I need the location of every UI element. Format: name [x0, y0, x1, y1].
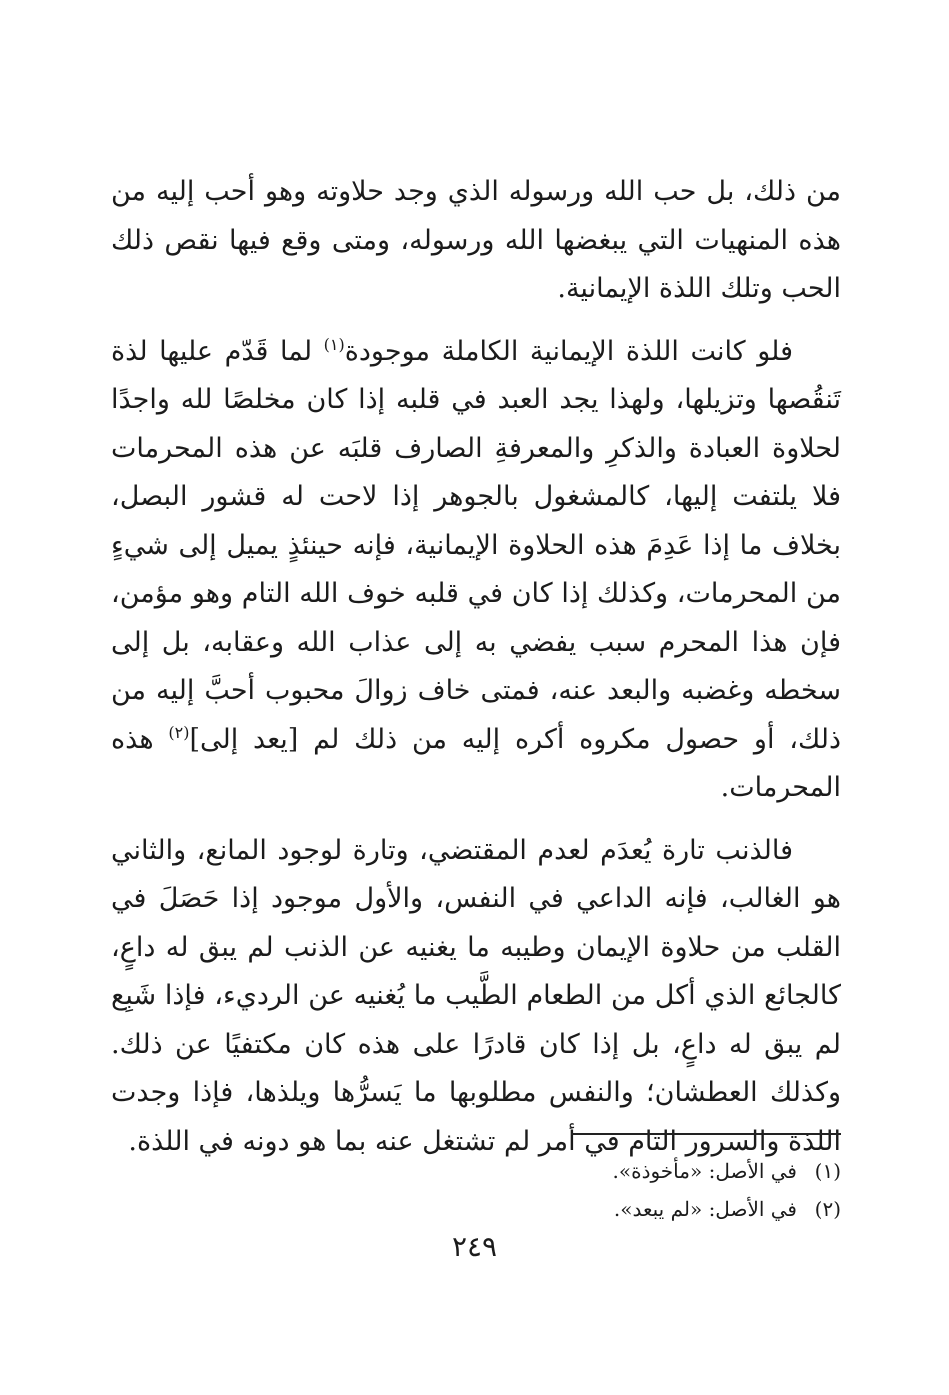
footnote-reference: (١) — [323, 334, 345, 354]
paragraph-2 — [111, 328, 841, 813]
text-segment: من ذلك، بل حب الله ورسوله الذي وجد حلاوته وهو أحب إليه من هذه المنهيات التي يبغضها الله ورسوله، ومتى وقع فيها نقص ذلك الحب وتلك اللذة الإيمانية. — [111, 176, 841, 304]
footnote-number: (٢) — [814, 1197, 841, 1221]
paragraph-1 — [111, 168, 841, 314]
page-number: ٢٤٩ — [451, 1230, 498, 1263]
footnote-1 — [111, 1152, 841, 1190]
footnote-text: في الأصل: «مأخوذة». — [612, 1159, 797, 1183]
footnote-text: في الأصل: «لم يبعد». — [613, 1197, 797, 1221]
text-segment: فلو كانت اللذة الإيمانية الكاملة موجودة — [344, 335, 793, 367]
text-segment: هذه المحرمات. — [111, 723, 841, 803]
main-text — [111, 168, 841, 1166]
text-segment: لما قَدّم عليها لذة تَنقُصها وتزيلها، ولهذا يجد العبد في قلبه إذا كان مخلصًا لله واجدًا لحلاوة العبادة والذكرِ والمعرفةِ الصارف قلبَه عن هذه المحرمات فلا يلتفت إليها، كالمشغول بالجوهر إذا لاحت له قشور البصل، بخلاف ما إذا عَدِمَ هذه الحلاوة الإيمانية، فإنه حينئذٍ يميل إلى شيءٍ من المحرمات، وكذلك إذا كان في قلبه خوف الله التام وهو مؤمن، فإن هذا المحرم سبب يفضي به إلى عذاب الله وعقابه، بل إلى سخطه وغضبه والبعد عنه، فمتى خاف زوالَ محبوب أحبَّ إليه من ذلك، أو حصول مكروه أكره إليه من ذلك لم [يعد إلى] — [111, 335, 841, 755]
footnote-number: (١) — [814, 1159, 841, 1183]
footnote-separator — [571, 1133, 841, 1135]
footnote-2 — [111, 1190, 841, 1228]
footnote-reference: (٢) — [168, 722, 190, 742]
paragraph-3 — [111, 827, 841, 1167]
footnotes — [111, 1152, 841, 1228]
text-segment: فالذنب تارة يُعدَم لعدم المقتضي، وتارة لوجود المانع، والثاني هو الغالب، فإنه الداعي في النفس، والأول موجود إذا حَصَلَ في القلب من حلاوة الإيمان وطيبه ما يغنيه عن الذنب لم يبق له داعٍ، كالجائع الذي أكل من الطعام الطَّيب ما يُغنيه عن الرديء، فإذا شَبِع لم يبق له داعٍ، بل إذا كان قادرًا على هذه كان مكتفيًا عن ذلك. وكذلك العطشان؛ والنفس مطلوبها ما يَسرُّها ويلذها، فإذا وجدت اللذة والسرور التام في أمر لم تشتغل عنه بما هو دونه في اللذة. — [111, 834, 841, 1157]
